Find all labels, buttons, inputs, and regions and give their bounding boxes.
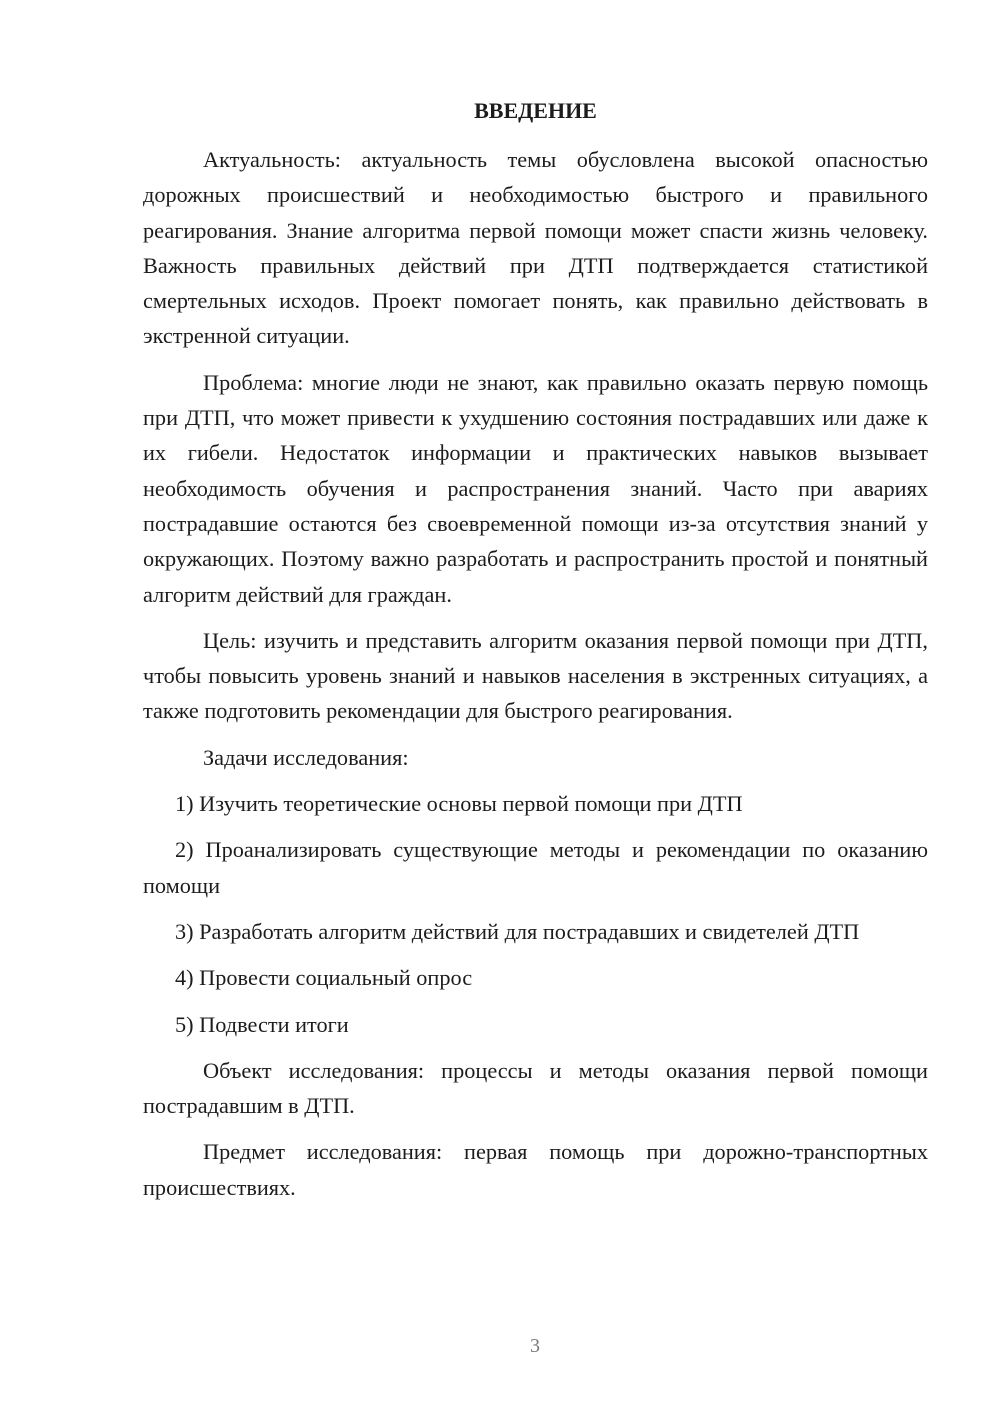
tasks-heading: Задачи исследования: [203,744,409,770]
goal-paragraph: Цель: изучить и представить алгоритм оказания первой помощи при ДТП, чтобы повысить уровень знаний и навыков населения в экстренных ситуациях, а также подготовить рекомендации для быстрого реагирования. [143,627,928,724]
problem-paragraph: Проблема: многие люди не знают, как правильно оказать первую помощь при ДТП, что может привести к ухудшению состояния пострадавших или даже к их гибели. Недостаток информации и практических навыков вызывает необходимость обучения и распространения знаний. Часто при авариях пострадавшие остаются без своевременной помощи из-за отсутствия знаний у окружающих. Поэтому важно разработать и распространить простой и понятный алгоритм действий для граждан. [143,369,928,607]
section-title: ВВЕДЕНИЕ [474,98,597,123]
page-content [143,96,928,1205]
page-number: 3 [530,1335,540,1357]
task-item-2: 2) Проанализировать существующие методы и рекомендации по оказанию помощи [143,837,928,898]
research-subject-paragraph: Предмет исследования: первая помощь при дорожно-транспортных происшествиях. [143,1139,928,1200]
task-item-1: 1) Изучить теоретические основы первой помощи при ДТП [175,791,743,817]
relevance-paragraph: Актуальность: актуальность темы обусловлена высокой опасностью дорожных происшествий и необходимостью быстрого и правильного реагирования. Знание алгоритма первой помощи может спасти жизнь человеку. Важность правильных действий при ДТП подтверждается статистикой смертельных исходов. Проект помогает понять, как правильно действовать в экстренной ситуации. [143,147,928,349]
research-object-paragraph: Объект исследования: процессы и методы оказания первой помощи пострадавшим в ДТП. [143,1057,928,1119]
task-item-3: 3) Разработать алгоритм действий для пострадавших и свидетелей ДТП [175,918,860,944]
task-item-5: 5) Подвести итоги [175,1011,349,1037]
task-item-4: 4) Провести социальный опрос [175,965,473,991]
